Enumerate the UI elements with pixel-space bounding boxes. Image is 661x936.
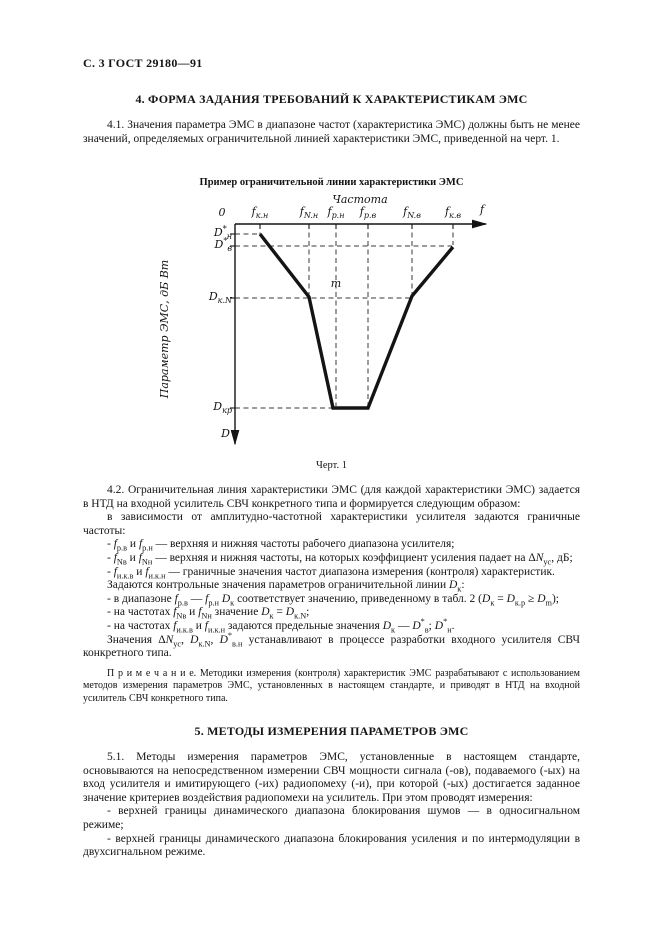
- list-item-dk-n: - на частотах $f_{Nв}$ и $f_{Nн}$ значение $D_к = D_{к.N}$;: [107, 606, 310, 621]
- page-header: С. 3 ГОСТ 29180—91: [83, 56, 203, 70]
- x-axis-title: Частота: [332, 193, 388, 206]
- list-item-noise-blocking: - верхней границы динамического диапазона блокирования шумов — в односигнальном режиме;: [83, 805, 580, 831]
- list-item-dk-range: - в диапазоне $f_{р.в}$ — $f_{р.н}$ $D_к$ соответствует значению, приведенному в табл. 2 $(D_к = D_{к.р} \ge D_m)$;: [107, 592, 559, 608]
- x-tick-label-fkv: $f_{к.в}$: [444, 205, 462, 221]
- limit-line: [260, 234, 453, 408]
- axis-ticks: [230, 224, 453, 408]
- paragraph-5-1: 5.1. Методы измерения параметров ЭМС, установленные в настоящем стандарте, основываются на непосредственном измерении СВЧ мощности сигнала (-ов), подаваемого (-ых) на вход усилителя и имитирующего (-их) радиопомеху (-и), при которой (-ых) достигается заданное значение критериев воздействия радиопомехи на усилитель. При этом проводят измерения:: [83, 751, 580, 804]
- note-block: [83, 668, 580, 705]
- x-tick-label-frn: $f_{р.н}$: [327, 205, 345, 221]
- note-paragraph: П р и м е ч а н и е. Методики измерения (контроля) характеристик ЭМС разрабатывают с использованием методов измерения параметров ЭМС, установленных в настоящем стандарте, и приводят в НТД на входной усилитель СВЧ конкретного типа.: [83, 668, 580, 704]
- list-item-gain-blocking: - верхней границы динамического диапазона блокирования усиления и по интермодуляции в двухсигнальном режиме.: [83, 832, 580, 859]
- dashed-guides: [235, 224, 453, 408]
- figure-caption: Черт. 1: [316, 460, 347, 471]
- x-tick-label-fNn: $f_{N.н}$: [299, 205, 319, 221]
- paragraph-4-1-block: [83, 119, 580, 146]
- paragraph-4-2-freqs: в зависимости от амплитудно-частотной характеристики усилителя задаются граничные частоты:: [83, 511, 580, 537]
- list-item-working-band: - $f_{р.в}$ и $f_{р.н}$ — верхняя и нижняя частоты рабочего диапазона усилителя;: [107, 538, 455, 553]
- section-4-title: 4. ФОРМА ЗАДАНИЯ ТРЕБОВАНИЙ К ХАРАКТЕРИСТИКАМ ЭМС: [135, 92, 528, 106]
- list-item-dk-limits: - на частотах $f_{и.к.в}$ и $f_{и.к.н}$ задаются предельные значения $D_к$ — $D^*_в$; $D^*_н$.: [107, 617, 455, 635]
- y-tick-label-Dn: $D^*_н$: [213, 224, 232, 242]
- paragraph-4-1: 4.1. Значения параметра ЭМС в диапазоне частот (характеристика ЭМС) должны быть не менее значений, определяемых ограничительной линией характеристики ЭМС, приведенной на черт. 1.: [83, 119, 580, 145]
- emc-limit-chart: [150, 192, 510, 462]
- axes: [235, 224, 486, 444]
- f-axis-label: f: [480, 203, 485, 216]
- list-item-control-band: - $f_{и.к.в}$ и $f_{и.к.н}$ — граничные значения частот диапазона измерения (контроля) характеристик.: [107, 565, 555, 580]
- y-tick-label-DkN: $D_{к.N}$: [208, 290, 232, 306]
- y-tick-label-Dkr: $D_{кр}$: [213, 400, 232, 416]
- paragraph-4-2-block: [83, 484, 580, 661]
- t-mark: т: [330, 277, 342, 290]
- y-axis-title: Параметр ЭМС, дБ Вт: [158, 259, 171, 399]
- d-axis-label: D: [221, 427, 230, 440]
- x-tick-label-fkn: $f_{к.н}$: [251, 205, 269, 221]
- x-tick-label-fNv: $f_{N.в}$: [403, 205, 421, 221]
- figure-title: Пример ограничительной линии характеристики ЭМС: [199, 177, 464, 188]
- paragraph-4-2-intro: 4.2. Ограничительная линия характеристики ЭМС (для каждой характеристики ЭМС) задается в НТД на входной усилитель СВЧ конкретного типа и формируется следующим образом:: [83, 484, 580, 510]
- list-item-gain-drop: - $f_{Nв}$ и $f_{Nн}$ — верхняя и нижняя частоты, на которых коэффициент усиления падает на $\Delta N_{ус}$, дБ;: [107, 551, 573, 567]
- origin-label: 0: [218, 206, 226, 219]
- paragraph-4-2-values: Значения $\Delta N_{ус}$, $D_{к.N}$, $D^*_{в.н}$ устанавливают в процессе разработки входного усилителя СВЧ конкретного типа.: [83, 630, 580, 660]
- x-tick-label-frv: $f_{р.в}$: [359, 205, 377, 221]
- section-5-title: 5. МЕТОДЫ ИЗМЕРЕНИЯ ПАРАМЕТРОВ ЭМС: [194, 724, 469, 738]
- y-tick-label-Dv: $D^*_в$: [214, 236, 232, 254]
- paragraph-5-1-block: [83, 751, 580, 860]
- paragraph-4-2-control: Задаются контрольные значения параметров ограничительной линии $D_к$:: [107, 579, 465, 594]
